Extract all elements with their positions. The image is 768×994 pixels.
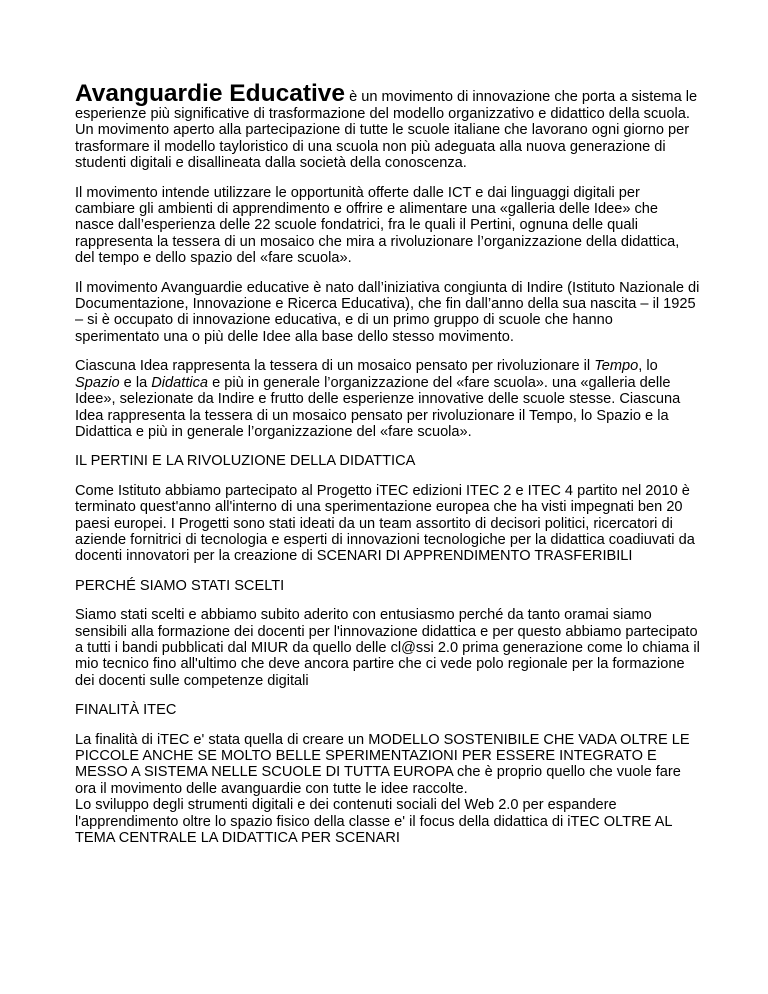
paragraph-scelti: Siamo stati scelti e abbiamo subito aderito con entusiasmo perché da tanto oramai siamo sensibili alla formazione dei docenti per l'innovazione didattica e per questo abbiamo partecipato a tutti i bandi pubblicati dal MIUR da quello delle cl@ssi 2.0 prima generazione come lo chiama il mio tecnico fino all'ultimo che deve ancora partire che ci vede polo regionale per la formazione dei docenti sulle competenze digitali xyxy=(75,607,700,689)
text-run: , lo xyxy=(638,358,658,375)
emphasis-didattica: Didattica xyxy=(151,374,209,391)
emphasis-tempo: Tempo xyxy=(594,358,639,375)
intro-paragraph xyxy=(75,82,700,172)
text-run: e la xyxy=(119,374,152,391)
text-run: e più in generale l’organizzazione del «fare scuola». una «galleria delle Idee», selezionate da Indire e frutto delle esperienze innovative delle scuole stesse. Ciascuna Idea rappresenta la tessera di un mosaico pensato per rivoluzionare il Tempo, lo Spazio e la Didattica e più in generale l’organizzazione del «fare scuola». xyxy=(75,374,681,440)
intro-text: è un movimento di innovazione che porta a sistema le esperienze più significative di trasformazione del modello organizzativo e didattico della scuola. Un movimento aperto alla partecipazione di tutte le scuole italiane che lavorano ogni giorno per trasformare il modello tayloristico di una scuola non più adeguata alla nuova generazione di studenti digitali e disallineata dalla società della conoscenza. xyxy=(75,89,698,172)
paragraph-finalita xyxy=(75,732,700,847)
text-run: Lo sviluppo degli strumenti digitali e dei contenuti sociali del Web 2.0 per espandere l'apprendimento oltre lo spazio fisico della classe e' il focus della didattica di iTEC OLTRE AL TEMA CENTRALE LA DIDATTICA PER SCENARI xyxy=(75,797,672,847)
document-title: Avanguardie Educative xyxy=(75,80,346,107)
text-run: Ciascuna Idea rappresenta la tessera di un mosaico pensato per rivoluzionare il xyxy=(75,358,595,375)
paragraph-mosaico xyxy=(75,358,700,440)
section-heading-pertini: IL PERTINI E LA RIVOLUZIONE DELLA DIDATTICA xyxy=(75,453,416,470)
emphasis-spazio: Spazio xyxy=(75,374,120,391)
paragraph-indire: Il movimento Avanguardie educative è nato dall’iniziativa congiunta di Indire (Istituto Nazionale di Documentazione, Innovazione e Ricerca Educativa), che fin dall’anno della sua nascita – il 1925 – si è occupato di innovazione educativa, e di un primo gruppo di scuole che hanno sperimentato una o più delle Idee alla base dello stesso movimento. xyxy=(75,279,700,345)
section-heading-finalita: FINALITÀ ITEC xyxy=(75,702,177,719)
paragraph-itec-project: Come Istituto abbiamo partecipato al Progetto iTEC edizioni ITEC 2 e ITEC 4 partito nel 2010 è terminato quest'anno all'interno di una sperimentazione europea che ha visti impegnati ben 20 paesi europei. I Progetti sono stati ideati da un team assortito di decisori politici, ricercatori di aziende fornitrici di tecnologia e esperti di innovazioni tecnologiche per la didattica coadiuvati da docenti innovatori per la creazione di SCENARI DI APPRENDIMENTO TRASFERIBILI xyxy=(75,482,695,565)
section-heading-perche: PERCHÉ SIAMO STATI SCELTI xyxy=(75,577,285,594)
document-page xyxy=(75,82,700,859)
text-run: La finalità di iTEC e' stata quella di creare un MODELLO SOSTENIBILE CHE VADA OLTRE LE PICCOLE ANCHE SE MOLTO BELLE SPERIMENTAZIONI PER ESSERE INTEGRATO E MESSO A SISTEMA NELLE SCUOLE DI TUTTA EUROPA che è proprio quello che vuole fare ora il movimento delle avanguardie con tutte le idee raccolte. xyxy=(75,731,690,797)
paragraph-movimento: Il movimento intende utilizzare le opportunità offerte dalle ICT e dai linguaggi digitali per cambiare gli ambienti di apprendimento e offrire e alimentare una «galleria delle Idee» che nasce dall’esperienza delle 22 scuole fondatrici, fra le quali il Pertini, ognuna delle quali rappresenta la tessera di un mosaico che mira a rivoluzionare l’organizzazione della didattica, del tempo e dello spazio del «fare scuola». xyxy=(75,184,680,267)
